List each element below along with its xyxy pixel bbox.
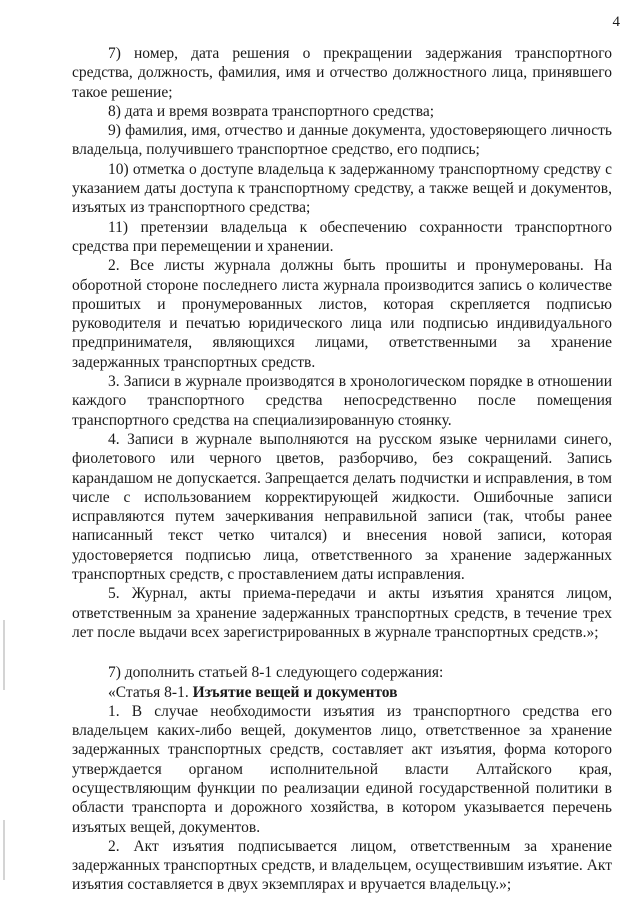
paragraph: 7) номер, дата решения о прекращении задержания транспортного средства, должность, фамилия, имя и отчество должностного лица, принявшего такое решение; bbox=[72, 45, 612, 101]
paragraph: 9) фамилия, имя, отчество и данные документа, удостоверяющего личность владельца, получившего транспортное средство, его подпись; bbox=[72, 122, 612, 159]
article-title: Изъятие вещей и документов bbox=[192, 683, 398, 701]
scan-edge-mark bbox=[3, 820, 5, 880]
paragraph: 2. Акт изъятия подписывается лицом, ответственным за хранение задержанных транспортных средств, и владельцем, осуществившим изъятие. Акт изъятия составляется в двух экземплярах и вручается владельцу.»; bbox=[72, 837, 612, 894]
paragraph: 10) отметка о доступе владельца к задержанному транспортному средству с указанием даты доступа к транспортному средству, а также вещей и документов, изъятых из транспортного средства; bbox=[72, 160, 612, 217]
amendment-intro: 7) дополнить статьей 8-1 следующего содержания: bbox=[108, 664, 444, 682]
paragraph: 5. Журнал, акты приема-передачи и акты изъятия хранятся лицом, ответственным за хранение задержанных транспортных средств, в течение трех лет после выдачи всех зарегистрированных в журнале транспортных средств.»; bbox=[72, 585, 612, 641]
article-prefix: «Статья 8-1. bbox=[108, 683, 193, 701]
section-gap bbox=[72, 642, 612, 663]
paragraph: 1. В случае необходимости изъятия из транспортного средства его владельцем каких-либо вещей, документов лицо, ответственное за хранение задержанных транспортных средств, составляет акт изъятия, форма которого утверждается органом исполнительной власти Алтайского края, осуществляющим функции по реализации единой государственной политики в области транспорта и дорожного хозяйства, в котором указывается перечень изъятых вещей, документов. bbox=[72, 702, 612, 836]
scan-edge-mark bbox=[3, 620, 5, 690]
paragraph: 4. Записи в журнале выполняются на русском языке чернилами синего, фиолетового или черного цветов, разборчиво, без сокращений. Запись карандашом не допускается. Запрещается делать подчистки и исправления, в том числе с использованием корректирующей жидкости. Ошибочные записи исправляются путем зачеркивания неправильной записи (так, чтобы ранее написанный текст четко читался) и внесения новой записи, которая удостоверяется подписью лица, ответственного за хранение задержанных транспортных средств, с проставлением даты исправления. bbox=[72, 430, 612, 584]
paragraph: 2. Все листы журнала должны быть прошиты и пронумерованы. На оборотной стороне последнего листа журнала производится запись о количестве прошитых и пронумерованных листов, которая скрепляется подписью руководителя и печатью юридического лица или подписью индивидуального предпринимателя, являющихся лицами, ответственными за хранение задержанных транспортных средств. bbox=[72, 257, 612, 371]
page-number: 4 bbox=[612, 14, 620, 30]
paragraph: 8) дата и время возврата транспортного средства; bbox=[108, 102, 435, 120]
paragraph: 3. Записи в журнале производятся в хронологическом порядке в отношении каждого транспортного средства непосредственно после помещения транспортного средства на специализированную стоянку. bbox=[72, 373, 612, 429]
document-body bbox=[72, 44, 612, 895]
paragraph: 11) претензии владельца к обеспечению сохранности транспортного средства при перемещении и хранении. bbox=[72, 218, 612, 255]
article-heading bbox=[72, 683, 612, 702]
